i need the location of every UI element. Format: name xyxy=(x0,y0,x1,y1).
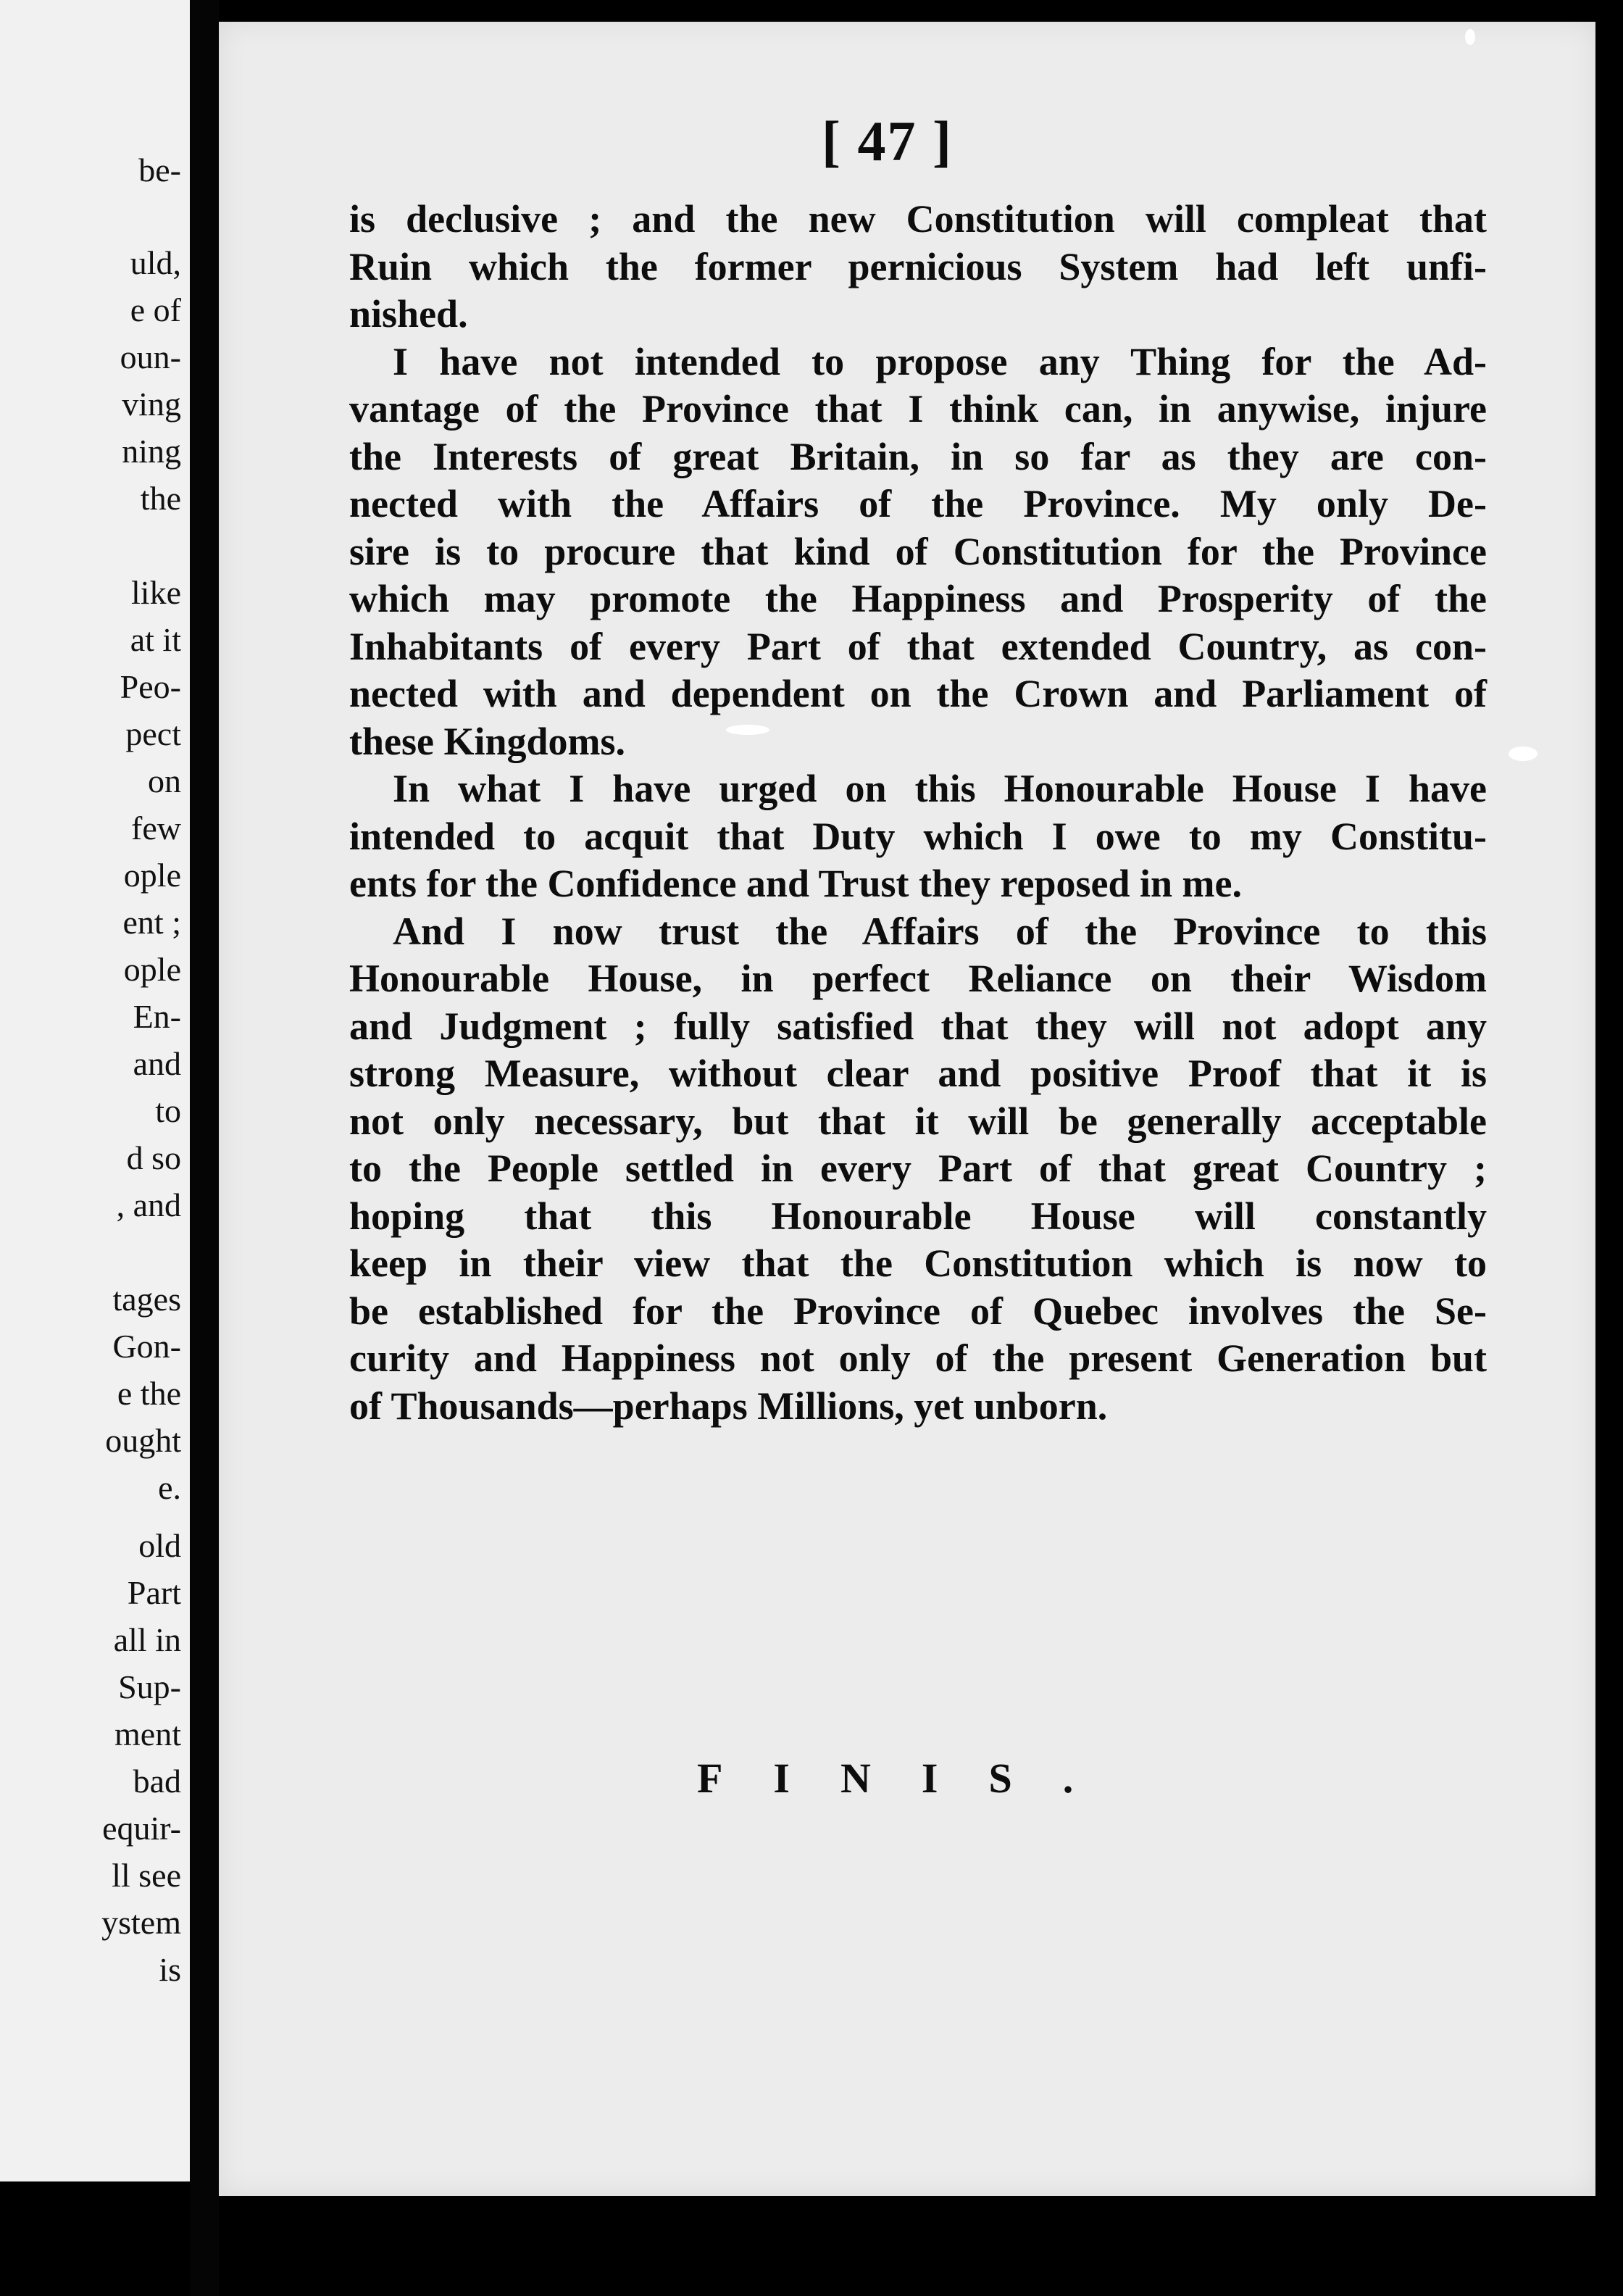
text-line: curity and Happiness not only of the present Generation but xyxy=(349,1336,1487,1380)
text-line: sire is to procure that kind of Constitution for the Province xyxy=(349,529,1487,573)
facing-page-text-fragment: En- xyxy=(133,998,181,1035)
text-line: not only necessary, but that it will be generally acceptable xyxy=(349,1099,1487,1143)
facing-page-text-fragment: pect xyxy=(125,715,181,752)
facing-page-text-fragment: uld, xyxy=(130,244,181,281)
text-line: In what I have urged on this Honourable House I have xyxy=(393,767,1487,810)
body-text xyxy=(349,196,1487,1430)
facing-page-text-fragment: to xyxy=(155,1092,181,1129)
facing-page-text-fragment: is xyxy=(159,1951,181,1988)
text-line: these Kingdoms. xyxy=(349,719,626,763)
facing-page-text-fragment: on xyxy=(148,762,181,799)
facing-page-text-fragment: Gon- xyxy=(112,1328,181,1365)
text-line: ents for the Confidence and Trust they reposed in me. xyxy=(349,862,1243,905)
text-line: which may promote the Happiness and Prosperity of the xyxy=(349,577,1487,620)
text-line: Ruin which the former pernicious System had left unfi- xyxy=(349,244,1487,288)
facing-page-text-fragment: ystem xyxy=(101,1904,181,1941)
facing-page-text-fragment: ment xyxy=(114,1715,181,1752)
facing-page-text-fragment: ople xyxy=(123,857,181,894)
paper-speck xyxy=(1465,29,1475,45)
text-line: to the People settled in every Part of that great Country ; xyxy=(349,1147,1487,1190)
facing-page-text-fragment: ving xyxy=(122,386,181,423)
text-line: Inhabitants of every Part of that extended Country, as con- xyxy=(349,624,1487,668)
facing-page-text-fragment: like xyxy=(131,574,181,611)
facing-page-text-fragment: and xyxy=(133,1045,181,1082)
facing-page-text-fragment: the xyxy=(140,480,181,517)
page-number: [ 47 ] xyxy=(822,109,953,172)
text-line: of Thousands—perhaps Millions, yet unborn. xyxy=(349,1384,1108,1428)
facing-page-text-fragment: e the xyxy=(117,1375,181,1412)
facing-page-text-fragment: be- xyxy=(138,151,181,188)
facing-page-text-fragment: Sup- xyxy=(118,1668,181,1705)
facing-page-text-fragment: Peo- xyxy=(120,668,181,705)
facing-page-text-fragment: e. xyxy=(158,1469,181,1506)
facing-page-text-fragment: d so xyxy=(126,1139,181,1176)
text-line: is declusive ; and the new Constitution will compleat that xyxy=(349,197,1487,241)
text-line: vantage of the Province that I think can, in anywise, injure xyxy=(349,387,1487,430)
facing-page-text-fragment: bad xyxy=(133,1763,181,1800)
facing-page-text-fragment: ople xyxy=(123,951,181,988)
text-line: I have not intended to propose any Thing for the Ad- xyxy=(393,339,1487,383)
facing-page-text-fragment: few xyxy=(131,810,181,847)
facing-page-text-fragment: Part xyxy=(127,1574,181,1611)
text-line: be established for the Province of Quebec involves the Se- xyxy=(349,1289,1487,1333)
facing-page-text-fragment: tages xyxy=(112,1281,181,1318)
text-line: intended to acquit that Duty which I owe to my Constitu- xyxy=(349,814,1487,858)
text-line: nected with the Affairs of the Province. My only De- xyxy=(349,482,1487,525)
paper-speck xyxy=(1509,746,1538,761)
facing-page-text-fragment: , and xyxy=(116,1186,181,1223)
facing-page-text-fragment: equir- xyxy=(102,1810,181,1847)
text-line: the Interests of great Britain, in so far as they are con- xyxy=(349,434,1487,478)
text-line: And I now trust the Affairs of the Province to this xyxy=(393,909,1487,953)
facing-page-text-fragment: ent ; xyxy=(122,904,181,941)
text-line: keep in their view that the Constitution which is now to xyxy=(349,1241,1487,1285)
text-line: strong Measure, without clear and positive Proof that it is xyxy=(349,1052,1487,1095)
book-gutter xyxy=(190,0,219,2296)
facing-page-text-fragment: at it xyxy=(130,621,181,658)
facing-page-text-fragment: oun- xyxy=(120,338,181,375)
facing-page-text-fragment: ll see xyxy=(112,1857,181,1894)
text-line: and Judgment ; fully satisfied that they will not adopt any xyxy=(349,1004,1487,1048)
finis-mark: FINIS. xyxy=(697,1755,1125,1802)
text-line: nished. xyxy=(349,292,468,336)
facing-page-fragment xyxy=(0,0,190,2181)
facing-page-text-fragment: ought xyxy=(105,1422,181,1459)
facing-page-text-fragment: old xyxy=(138,1527,181,1564)
text-line: Honourable House, in perfect Reliance on their Wisdom xyxy=(349,957,1487,1000)
text-line: hoping that this Honourable House will constantly xyxy=(349,1194,1487,1238)
facing-page-text-fragment: ning xyxy=(122,433,181,470)
facing-page-text-fragment: all in xyxy=(113,1621,181,1658)
facing-page-text-fragment: e of xyxy=(130,291,181,328)
book-page xyxy=(219,22,1595,2196)
paper-speck xyxy=(726,725,769,735)
text-line: nected with and dependent on the Crown and Parliament of xyxy=(349,672,1487,715)
